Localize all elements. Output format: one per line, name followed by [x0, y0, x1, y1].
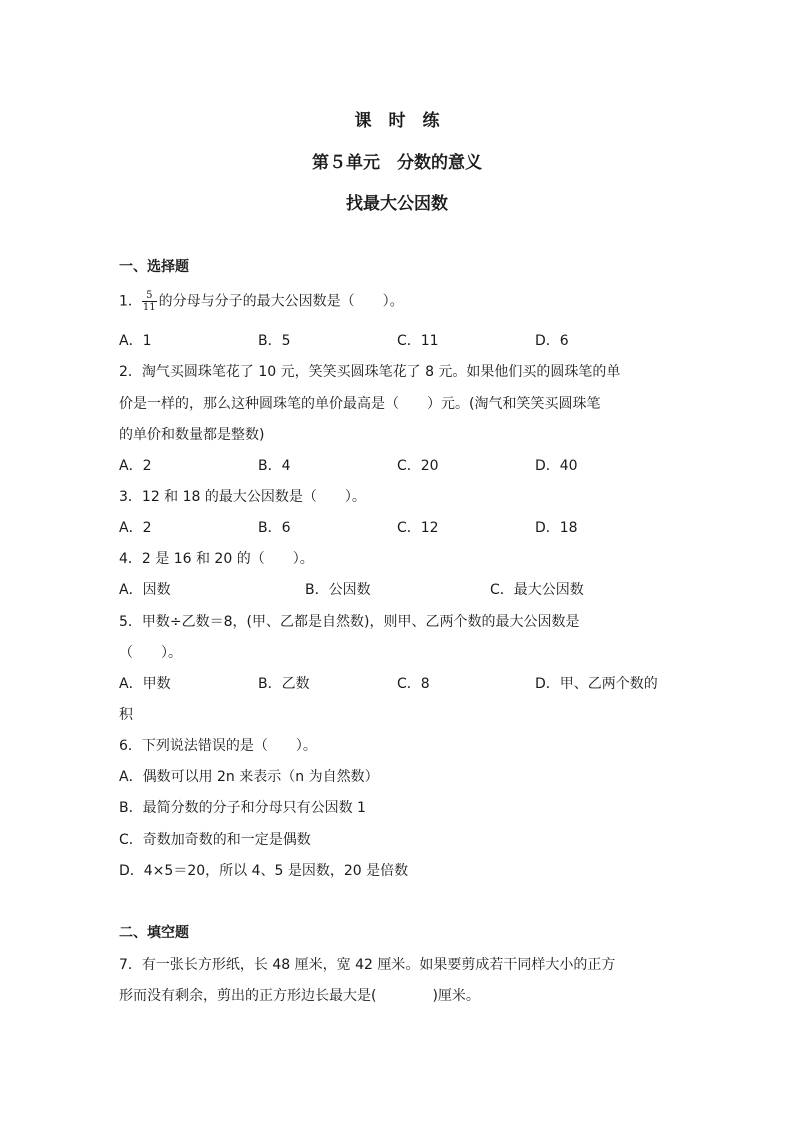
q4-option-a: A．因数 [119, 582, 171, 598]
question-3: 3．12 和 18 的最大公因数是（ ）。 [119, 489, 366, 505]
q2-option-b: B．4 [258, 458, 291, 474]
q5-option-b: B．乙数 [258, 676, 310, 692]
q2-option-a: A．2 [119, 458, 152, 474]
question-1-number: 1． [119, 293, 142, 310]
q4-option-b: B．公因数 [305, 582, 371, 598]
fraction-denominator: 11 [142, 302, 156, 313]
question-6: 6．下列说法错误的是（ ）。 [119, 738, 317, 754]
section-heading-choice: 一、选择题 [119, 259, 189, 275]
q3-option-d: D．18 [535, 520, 578, 536]
q1-option-b: B．5 [258, 333, 291, 349]
question-7-line-1: 7．有一张长方形纸，长 48 厘米，宽 42 厘米。如果要剪成若干同样大小的正方 [119, 957, 616, 973]
fraction [142, 290, 157, 313]
q6-option-b: B．最简分数的分子和分母只有公因数 1 [119, 800, 366, 816]
q5-option-d-continuation: 积 [119, 707, 133, 723]
question-1-text: 的分母与分子的最大公因数是（ ）。 [158, 293, 404, 310]
section-heading-fill: 二、填空题 [119, 925, 189, 941]
q5-option-d: D．甲、乙两个数的 [535, 676, 658, 692]
q5-option-a: A．甲数 [119, 676, 171, 692]
q3-option-a: A．2 [119, 520, 152, 536]
question-2-line-1: 2．淘气买圆珠笔花了 10 元，笑笑买圆珠笔花了 8 元。如果他们买的圆珠笔的单 [119, 364, 621, 380]
question-7-line-2: 形而没有剩余，剪出的正方形边长最大是( )厘米。 [119, 988, 480, 1004]
question-2-line-3: 的单价和数量都是整数) [119, 427, 265, 443]
question-2-line-2: 价是一样的，那么这种圆珠笔的单价最高是（ ）元。(淘气和笑笑买圆珠笔 [119, 396, 601, 412]
q5-option-c: C．8 [397, 676, 430, 692]
question-1 [119, 290, 404, 313]
question-5-line-2: （ ）。 [119, 645, 182, 661]
q2-option-d: D．40 [535, 458, 578, 474]
question-5-line-1: 5．甲数÷乙数＝8，(甲、乙都是自然数)，则甲、乙两个数的最大公因数是 [119, 614, 580, 630]
lesson-title: 找最大公因数 [346, 194, 448, 214]
worksheet-title: 课 时 练 [354, 111, 440, 131]
q2-option-c: C．20 [397, 458, 439, 474]
q6-option-a: A．偶数可以用 2n 来表示（n 为自然数） [119, 769, 379, 785]
q1-option-a: A．1 [119, 333, 152, 349]
q3-option-c: C．12 [397, 520, 439, 536]
q6-option-d: D．4×5＝20，所以 4、5 是因数，20 是倍数 [119, 863, 409, 879]
question-4: 4．2 是 16 和 20 的（ ）。 [119, 551, 314, 567]
q1-option-c: C．11 [397, 333, 439, 349]
fraction-numerator: 5 [142, 290, 157, 302]
unit-title: 第５单元 分数的意义 [312, 153, 482, 173]
q3-option-b: B．6 [258, 520, 291, 536]
q4-option-c: C．最大公因数 [490, 582, 584, 598]
q1-option-d: D．6 [535, 333, 569, 349]
q6-option-c: C．奇数加奇数的和一定是偶数 [119, 832, 311, 848]
